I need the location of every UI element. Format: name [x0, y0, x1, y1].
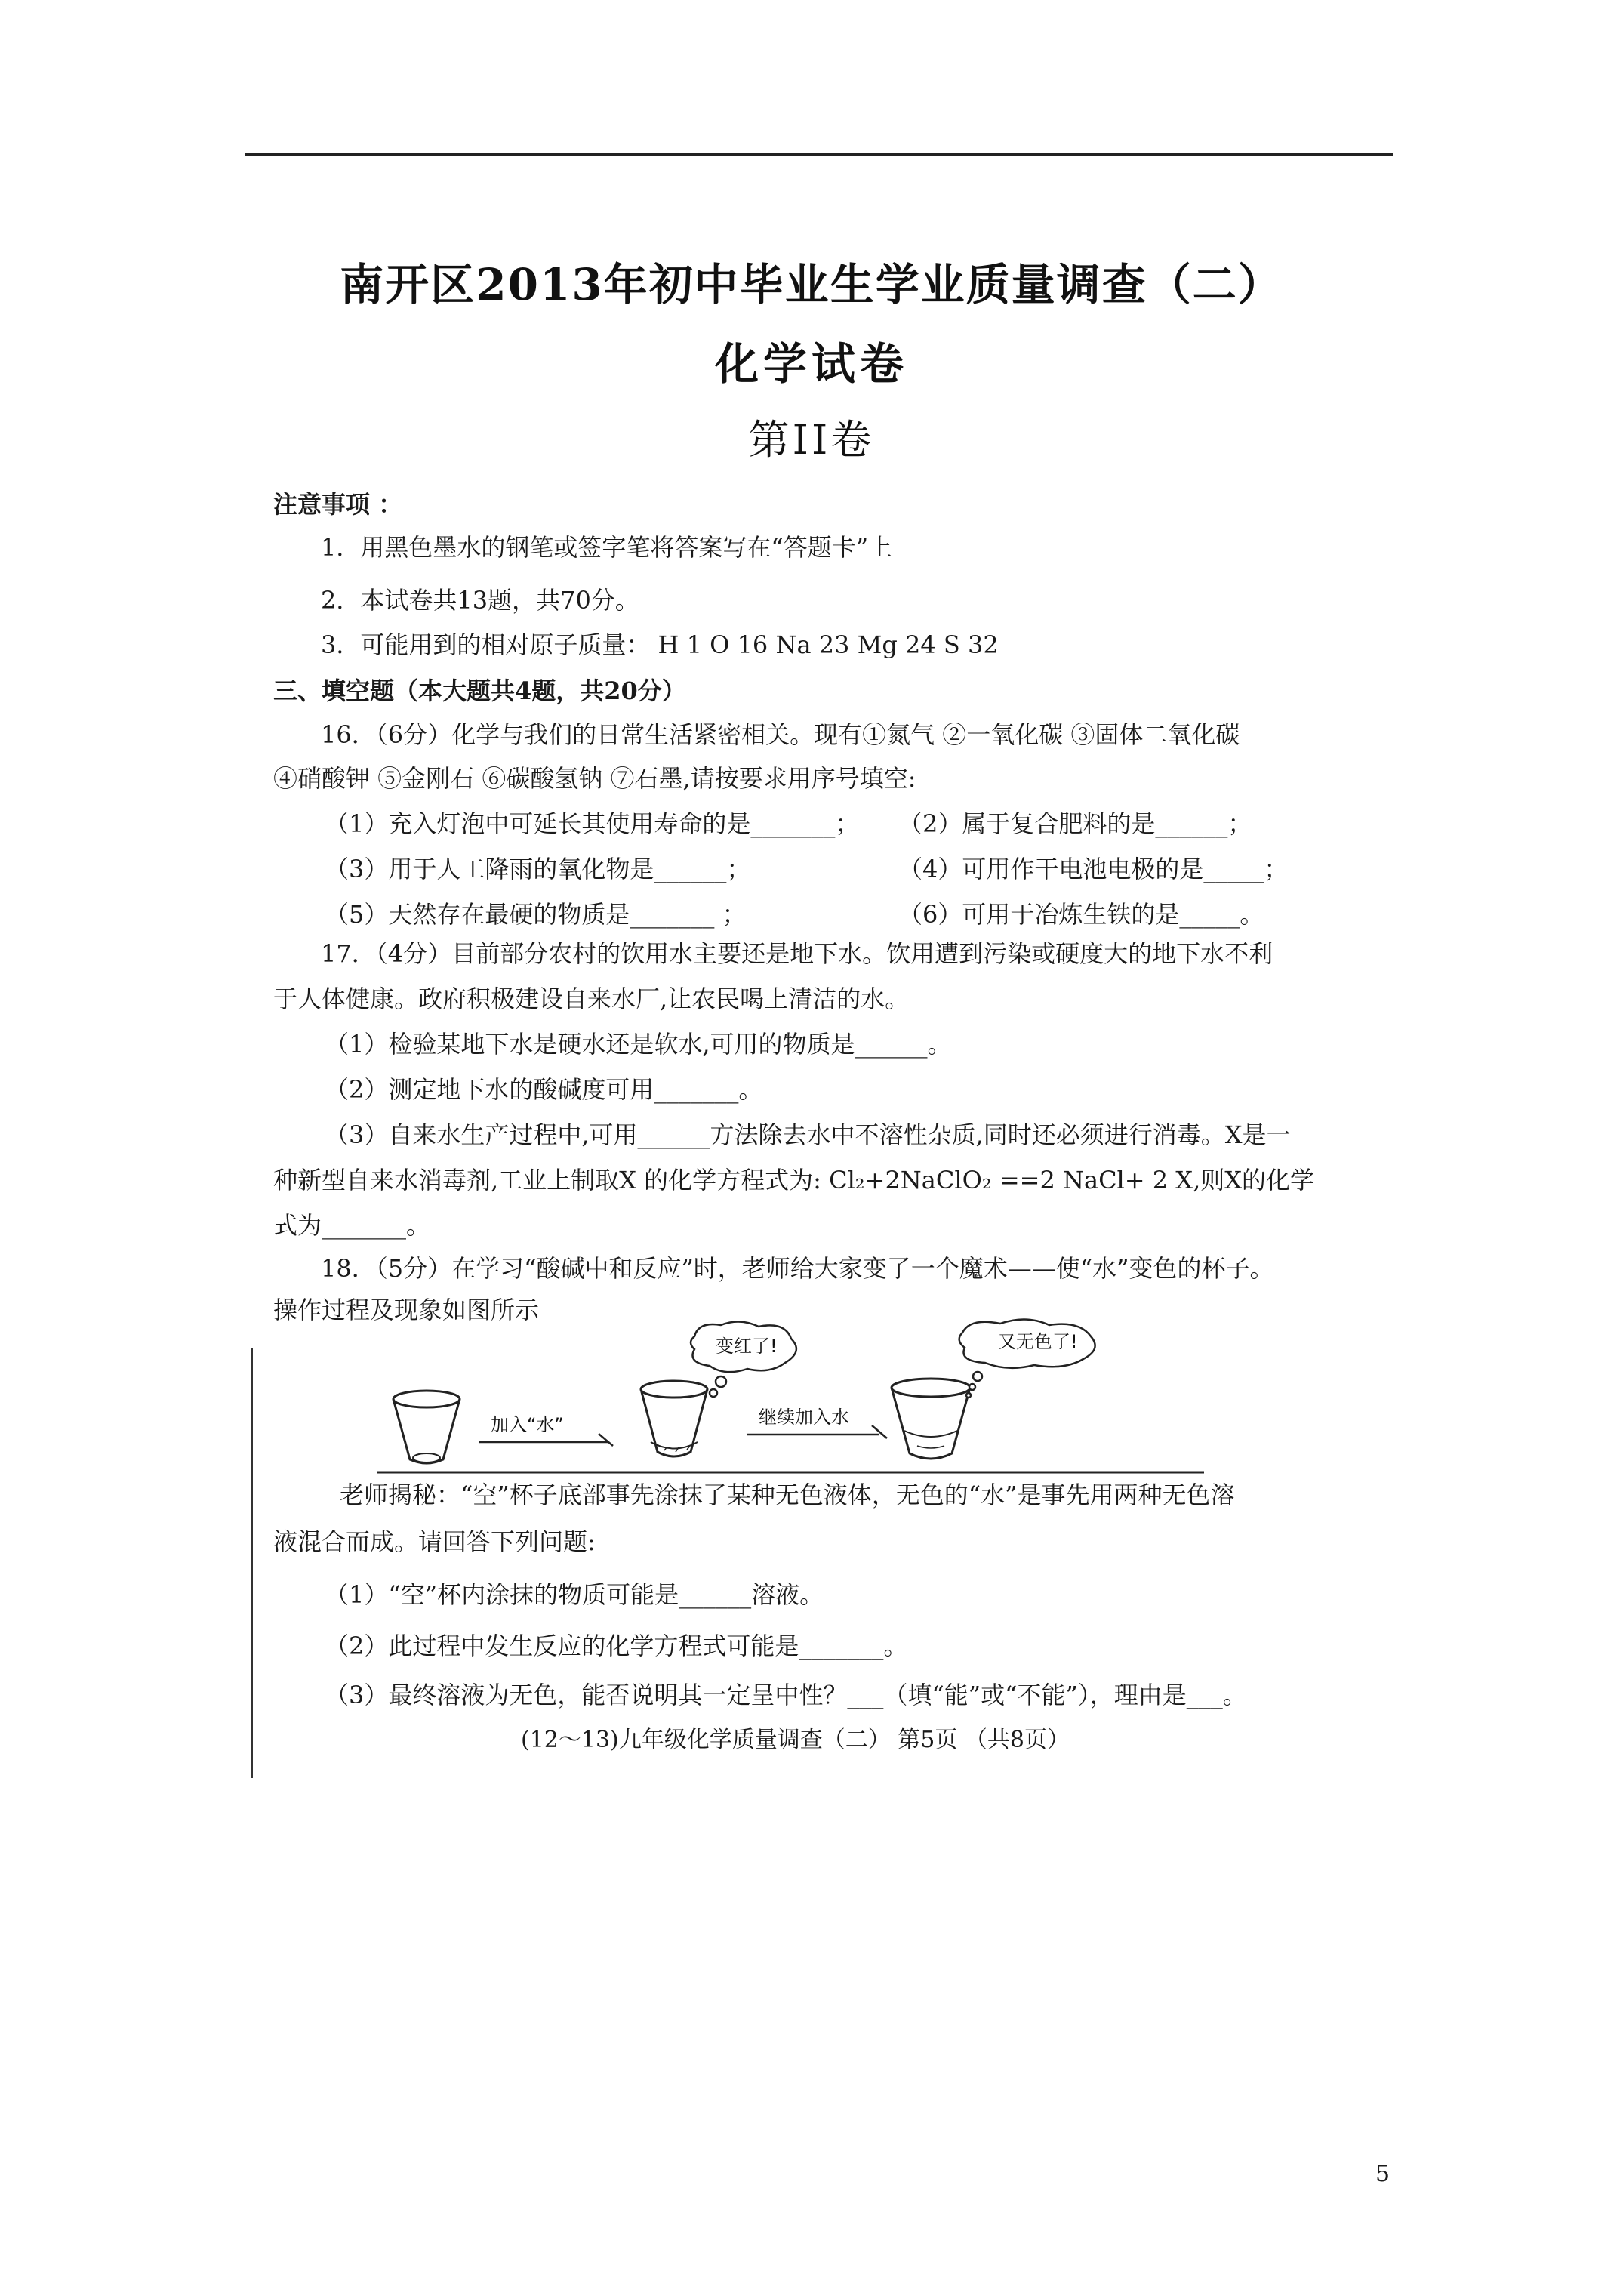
left-margin-bar: [251, 1348, 253, 1778]
q17-part-3c: 式为_______。: [273, 1211, 431, 1240]
q16-part-3: （3）用于人工降雨的氧化物是______；: [325, 855, 751, 883]
exam-title: 南开区2013年初中毕业生学业质量调查（二）: [340, 259, 1283, 310]
q16-stem-1: 16．（6分）化学与我们的日常生活紧密相关。现有①氮气 ②一氧化碳 ③固体二氧化碳: [321, 720, 1240, 749]
section-heading: 三、填空题（本大题共4题，共20分）: [273, 676, 686, 705]
q17-part-1: （1）检验某地下水是硬水还是软水,可用的物质是______。: [325, 1030, 952, 1059]
q16-part-1: （1）充入灯泡中可延长其使用寿命的是_______；: [325, 809, 860, 838]
exam-volume: 第II卷: [748, 416, 875, 464]
page-footer: (12～13)九年级化学质量调查（二） 第5页 （共8页）: [521, 1727, 1070, 1753]
q16-part-2: （2）属于复合肥料的是______；: [898, 809, 1252, 838]
arrow-1-label: 加入“水”: [491, 1414, 564, 1435]
q18-part-3: （3）最终溶液为无色，能否说明其一定呈中性？___（填“能”或“不能”），理由是___。: [325, 1681, 1247, 1709]
bubble-2-text: 又无色了!: [998, 1331, 1078, 1352]
q18-stem-2: 操作过程及现象如图所示: [273, 1296, 540, 1324]
page-number: 5: [1375, 2161, 1390, 2187]
q16-stem-2: ④硝酸钾 ⑤金刚石 ⑥碳酸氢钠 ⑦石墨,请按要求用序号填空:: [273, 764, 916, 793]
exam-subject: 化学试卷: [714, 338, 908, 390]
colorless-cup: [892, 1379, 970, 1459]
notice-heading: 注意事项 ：: [273, 490, 403, 519]
magic-cup-diagram: [377, 1318, 1208, 1491]
q17-stem-2: 于人体健康。政府积极建设自来水厂,让农民喝上清洁的水。: [273, 985, 910, 1013]
notice-item-3: 3．可能用到的相对原子质量： H 1 O 16 Na 23 Mg 24 S 32: [321, 630, 999, 659]
q18-reveal-2: 液混合而成。请回答下列问题:: [273, 1527, 596, 1556]
q17-part-3a: （3）自来水生产过程中,可用______方法除去水中不溶性杂质,同时还必须进行消毒。X是一: [325, 1120, 1291, 1149]
magic-cup-figure: [377, 1318, 1208, 1494]
q18-part-2: （2）此过程中发生反应的化学方程式可能是_______。: [325, 1632, 908, 1660]
q16-part-5: （5）天然存在最硬的物质是_______ ；: [325, 900, 747, 929]
q17-part-2: （2）测定地下水的酸碱度可用_______。: [325, 1075, 763, 1104]
q18-stem-1: 18．（5分）在学习“酸碱中和反应”时，老师给大家变了一个魔术——使“水”变色的杯子。: [321, 1254, 1274, 1283]
top-rule: [245, 153, 1393, 156]
red-cup: [641, 1381, 707, 1456]
q18-part-1: （1）“空”杯内涂抹的物质可能是______溶液。: [325, 1580, 824, 1609]
thought-bubble-1: [691, 1321, 796, 1397]
empty-cup: [393, 1391, 460, 1463]
notice-item-2: 2．本试卷共13题，共70分。: [321, 586, 639, 615]
bubble-1-text: 变红了!: [716, 1336, 778, 1357]
q18-reveal-1: 老师揭秘：“空”杯子底部事先涂抹了某种无色液体，无色的“水”是事先用两种无色溶: [340, 1481, 1235, 1509]
q17-part-3b: 种新型自来水消毒剂,工业上制取X 的化学方程式为: Cl₂+2NaClO₂ ==2 NaCl+ 2 X,则X的化学: [273, 1166, 1315, 1194]
notice-item-1: 1．用黑色墨水的钢笔或签字笔将答案写在“答题卡”上: [321, 533, 893, 562]
q16-part-4: （4）可用作干电池电极的是_____；: [898, 855, 1289, 883]
arrow-2-label: 继续加入水: [759, 1407, 849, 1428]
q17-stem-1: 17．（4分）目前部分农村的饮用水主要还是地下水。饮用遭到污染或硬度大的地下水不利: [321, 939, 1273, 968]
q16-part-6: （6）可用于冶炼生铁的是_____。: [898, 900, 1264, 929]
